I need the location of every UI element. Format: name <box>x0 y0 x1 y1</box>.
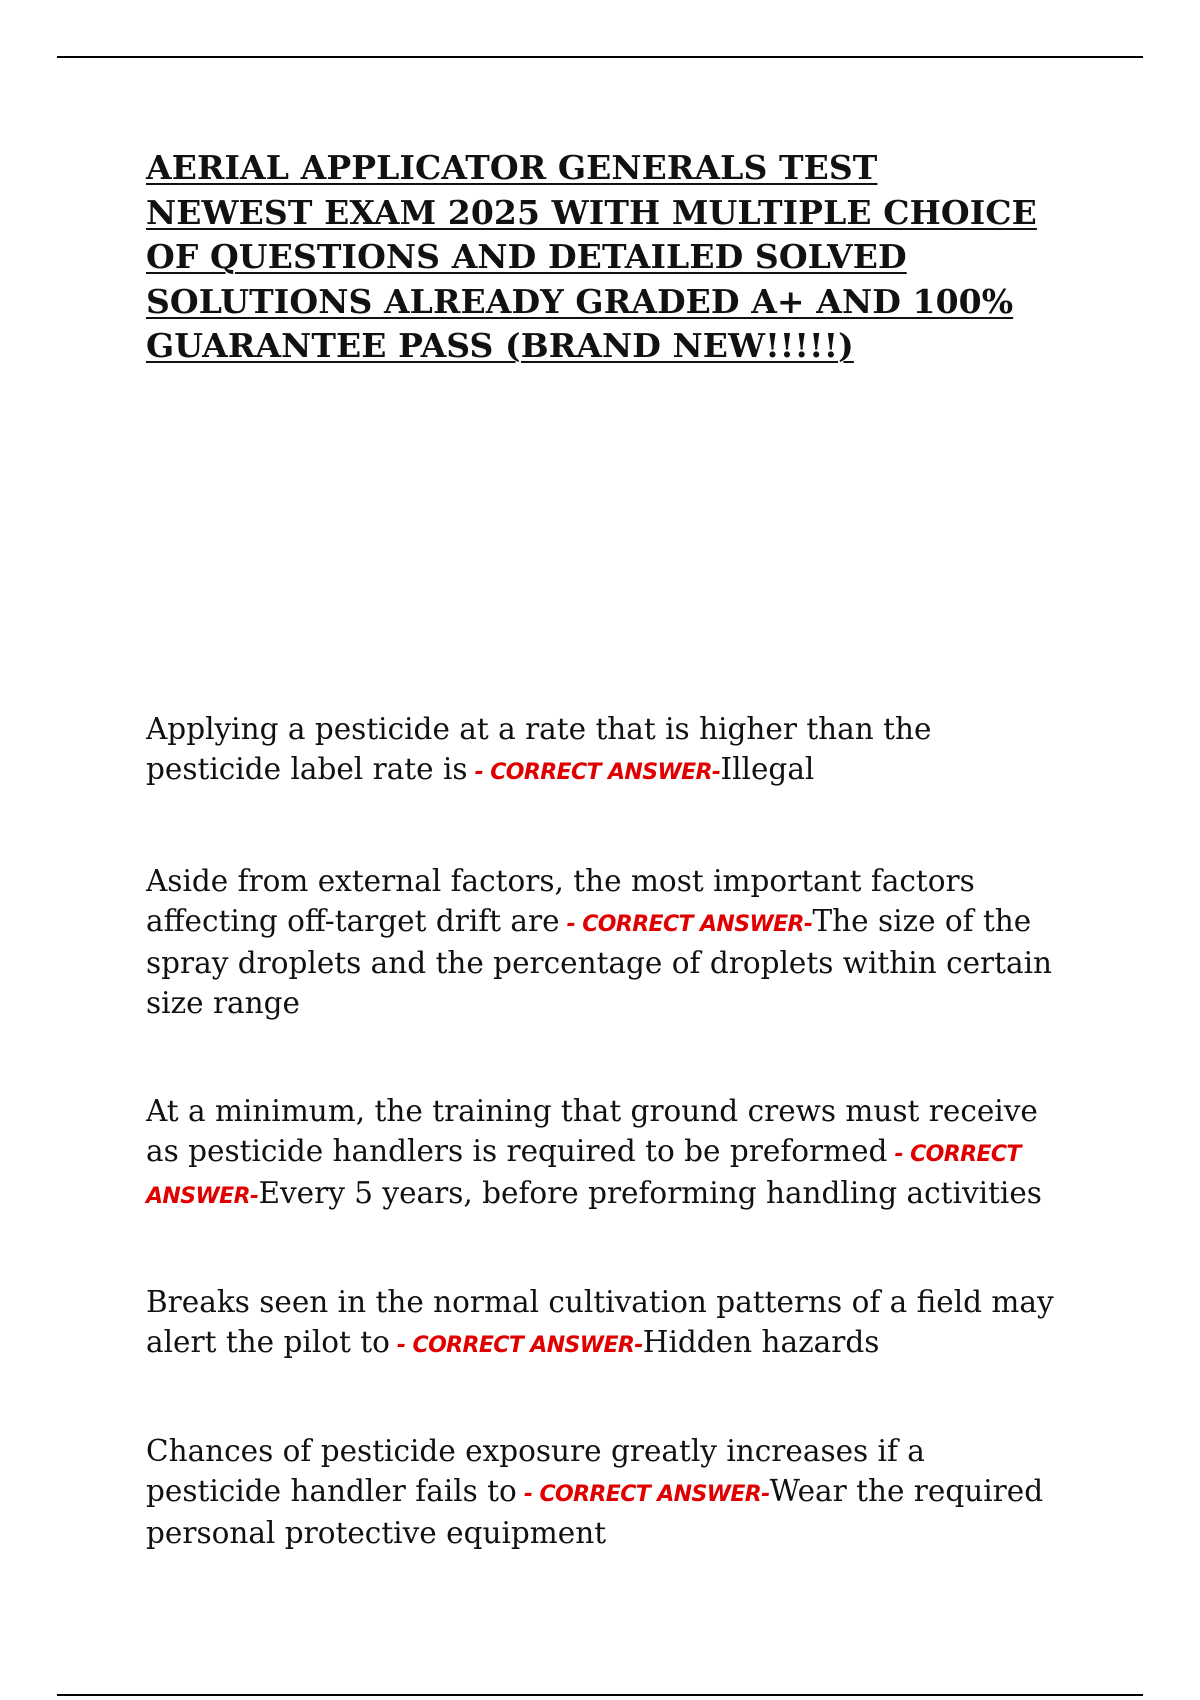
answer-text: Every 5 years, before preforming handling activities <box>258 1176 1042 1210</box>
qa-item-2 <box>146 862 1066 1023</box>
qa-item-1 <box>146 710 1066 792</box>
document-title: AERIAL APPLICATOR GENERALS TEST NEWEST EXAM 2025 WITH MULTIPLE CHOICE OF QUESTIONS AND DETAILED SOLVED SOLUTIONS ALREADY GRADED A+ AND 100% GUARANTEE PASS (BRAND NEW!!!!!) <box>146 148 1037 365</box>
qa-item-5 <box>146 1432 1066 1554</box>
top-divider <box>57 56 1143 58</box>
answer-text: Illegal <box>720 751 815 786</box>
question-text: Aside from external factors, the most important factors affecting off-target drift are <box>146 864 975 938</box>
question-text: Breaks seen in the normal cultivation patterns of a field may alert the pilot to <box>146 1285 1054 1359</box>
correct-answer-marker: - CORRECT ANSWER- <box>516 1481 770 1507</box>
qa-item-3 <box>146 1092 1066 1217</box>
answer-text: Hidden hazards <box>642 1324 880 1359</box>
answer-text: Wear the required personal protective equipment <box>146 1473 1044 1550</box>
correct-answer-marker: - CORRECT ANSWER- <box>389 1332 643 1358</box>
question-text: Applying a pesticide at a rate that is higher than the pesticide label rate is <box>146 712 932 786</box>
correct-answer-marker: - CORRECT ANSWER- <box>467 759 721 785</box>
correct-answer-marker: - CORRECT ANSWER- <box>146 1141 1021 1209</box>
bottom-divider <box>57 1694 1143 1696</box>
qa-item-4 <box>146 1283 1066 1365</box>
correct-answer-marker: - CORRECT ANSWER- <box>559 911 813 937</box>
question-text: Chances of pesticide exposure greatly increases if a pesticide handler fails to <box>146 1434 925 1508</box>
question-text: At a minimum, the training that ground crews must receive as pesticide handlers is required to be preformed <box>146 1094 1038 1168</box>
answer-text: The size of the spray droplets and the percentage of droplets within certain size range <box>146 903 1053 1020</box>
